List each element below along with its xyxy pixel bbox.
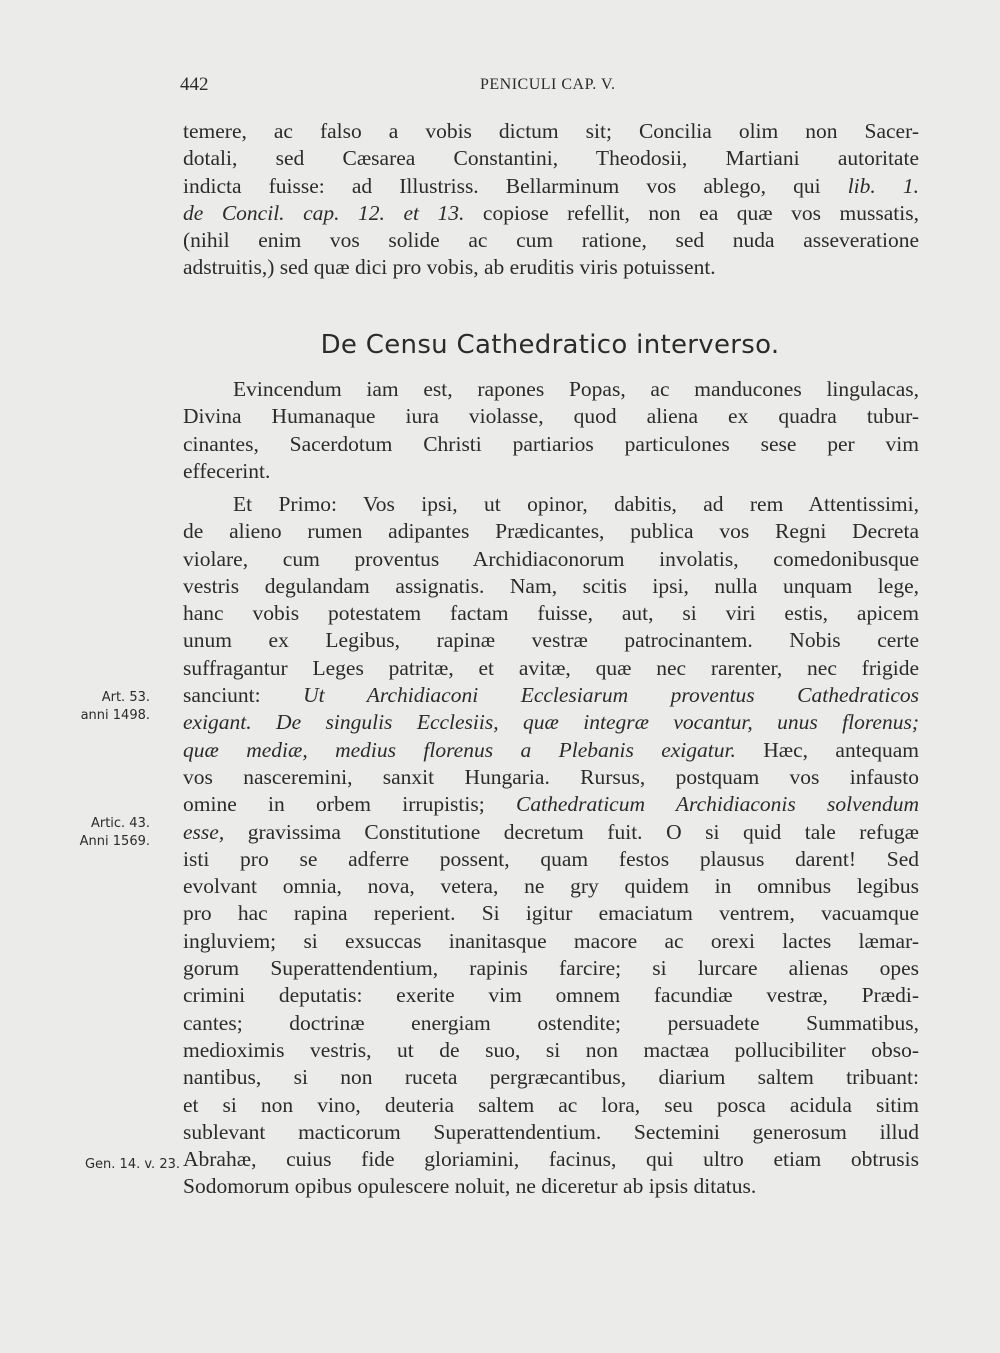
text-run: Evincendum iam est, rapones Popas, ac manducones lingulacas, bbox=[233, 377, 919, 401]
text-run: vestris degulandam assignatis. Nam, scitis ipsi, nulla unquam lege, bbox=[183, 573, 919, 598]
text-run: crimini deputatis: exerite vim omnem facundiæ vestræ, Prædi- bbox=[183, 983, 919, 1008]
text-run: Sodomorum opibus opulescere noluit, ne diceretur ab ipsis ditatus. bbox=[183, 1174, 757, 1199]
text-run: temere, ac falso a vobis dictum sit; Concilia olim non Sacer- bbox=[183, 119, 919, 143]
text-line bbox=[183, 573, 919, 600]
text-line bbox=[183, 873, 919, 900]
text-line bbox=[183, 227, 919, 254]
section-heading: De Censu Cathedratico interverso. bbox=[320, 330, 780, 360]
text-run: Et Primo: Vos ipsi, ut opinor, dabitis, ad rem Attentissimi, bbox=[233, 492, 919, 516]
text-line bbox=[183, 982, 919, 1009]
text-run: omine in orbem irrupistis; bbox=[183, 792, 517, 817]
text-run: pro hac rapina reperient. Si igitur emaciatum ventrem, vacuamque bbox=[183, 901, 919, 926]
text-run: sanciunt: bbox=[183, 683, 304, 708]
margin-note-line: Gen. 14. v. 23. bbox=[84, 1157, 180, 1172]
text-line bbox=[183, 200, 919, 227]
text-line bbox=[183, 145, 919, 172]
text-line bbox=[183, 1037, 919, 1064]
text-run: Abrahæ, cuius fide gloriamini, facinus, qui ultro etiam obtrusis bbox=[183, 1147, 919, 1172]
text-line bbox=[183, 900, 919, 927]
text-run: indicta fuisse: ad Illustriss. Bellarminum vos ablego, qui bbox=[183, 173, 848, 198]
text-line bbox=[183, 737, 919, 764]
text-run: Divina Humanaque iura violasse, quod aliena ex quadra tubur- bbox=[183, 404, 919, 429]
text-run: de alieno rumen adipantes Prædicantes, publica vos Regni Decreta bbox=[183, 519, 919, 544]
italic-text: de Concil. cap. 12. et 13. bbox=[183, 200, 465, 225]
text-run: copiose refellit, non ea quæ vos mussatis, bbox=[464, 200, 919, 225]
text-run: adstruitis,) sed quæ dici pro vobis, ab eruditis viris potuissent. bbox=[183, 255, 716, 280]
text-run: effecerint. bbox=[183, 458, 271, 483]
text-run: Hæc, antequam bbox=[735, 737, 919, 762]
text-line bbox=[183, 600, 919, 627]
margin-note-art-53 bbox=[60, 689, 150, 725]
text-line bbox=[183, 819, 919, 846]
text-line bbox=[183, 518, 919, 545]
text-line bbox=[183, 846, 919, 873]
text-line bbox=[183, 173, 919, 200]
text-run: medioximis vestris, ut de suo, si non mactæa pollucibiliter obso- bbox=[183, 1037, 919, 1062]
text-run: gravissima Constitutione decretum fuit. O si quid tale refugæ bbox=[224, 819, 919, 844]
text-run: dotali, sed Cæsarea Constantini, Theodosii, Martiani autoritate bbox=[183, 146, 919, 171]
italic-text: quæ mediæ, medius florenus a Plebanis exigatur. bbox=[183, 737, 736, 762]
text-run: nantibus, si non ruceta pergræcantibus, diarium saltem tribuant: bbox=[183, 1065, 919, 1090]
italic-text: exigant. De singulis Ecclesiis, quæ integræ vocantur, unus florenus; bbox=[183, 710, 919, 735]
italic-text: esse, bbox=[183, 819, 225, 844]
text-line bbox=[183, 376, 919, 403]
margin-note-gen bbox=[60, 1156, 180, 1174]
text-run: ingluviem; si exsuccas inanitasque macore ac orexi lactes læmar- bbox=[183, 928, 919, 953]
text-line bbox=[183, 431, 919, 458]
text-line bbox=[183, 118, 919, 145]
text-line bbox=[183, 1092, 919, 1119]
text-run: (nihil enim vos solide ac cum ratione, sed nuda asseveratione bbox=[183, 228, 919, 253]
text-line bbox=[183, 655, 919, 682]
margin-note-line: Anni 1569. bbox=[79, 834, 150, 849]
text-run: suffragantur Leges patritæ, et avitæ, quæ nec rarenter, nec frigide bbox=[183, 655, 919, 680]
paragraph-2 bbox=[183, 376, 919, 485]
text-line bbox=[183, 254, 919, 281]
text-line bbox=[183, 1173, 919, 1200]
text-run: cantes; doctrinæ energiam ostendite; persuadete Summatibus, bbox=[183, 1010, 919, 1035]
margin-note-line: Art. 53. bbox=[101, 690, 150, 705]
text-line bbox=[183, 709, 919, 736]
text-line bbox=[183, 627, 919, 654]
italic-text: Cathedraticum Archidiaconis solvendum bbox=[516, 792, 919, 817]
text-line bbox=[183, 928, 919, 955]
text-line bbox=[183, 1146, 919, 1173]
text-line bbox=[183, 1119, 919, 1146]
paragraph-1 bbox=[183, 118, 919, 282]
margin-note-line: Artic. 43. bbox=[90, 816, 150, 831]
paragraph-3 bbox=[183, 491, 919, 1201]
text-line bbox=[183, 1010, 919, 1037]
text-run: et si non vino, deuteria saltem ac lora, seu posca acidula sitim bbox=[183, 1092, 919, 1117]
text-line bbox=[183, 791, 919, 818]
text-line bbox=[183, 682, 919, 709]
margin-note-line: anni 1498. bbox=[80, 708, 150, 723]
text-run: isti pro se adferre possent, quam festos plausus darent! Sed bbox=[183, 846, 919, 871]
margin-note-artic-43 bbox=[60, 815, 150, 851]
text-line bbox=[183, 955, 919, 982]
text-run: evolvant omnia, nova, vetera, ne gry quidem in omnibus legibus bbox=[183, 874, 919, 899]
text-run: cinantes, Sacerdotum Christi partiarios particulones sese per vim bbox=[183, 431, 919, 456]
running-head: PENICULI CAP. V. bbox=[480, 76, 616, 93]
text-line bbox=[183, 1064, 919, 1091]
text-line bbox=[183, 491, 919, 518]
text-run: violare, cum proventus Archidiaconorum involatis, comedonibusque bbox=[183, 546, 919, 571]
text-run: sublevant macticorum Superattendentium. Sectemini generosum illud bbox=[183, 1119, 919, 1144]
text-run: hanc vobis potestatem factam fuisse, aut, si viri estis, apicem bbox=[183, 601, 919, 626]
text-run: gorum Superattendentium, rapinis farcire; si lurcare alienas opes bbox=[183, 956, 919, 981]
page-number: 442 bbox=[180, 74, 209, 95]
text-run: vos nasceremini, sanxit Hungaria. Rursus, postquam vos infausto bbox=[183, 764, 919, 789]
text-line bbox=[183, 764, 919, 791]
italic-text: lib. 1. bbox=[847, 173, 919, 198]
text-line bbox=[183, 458, 919, 485]
text-line bbox=[183, 403, 919, 430]
italic-text: Ut Archidiaconi Ecclesiarum proventus Cathedraticos bbox=[303, 683, 919, 708]
text-run: unum ex Legibus, rapinæ vestræ patrocinantem. Nobis certe bbox=[183, 628, 919, 653]
text-line bbox=[183, 546, 919, 573]
